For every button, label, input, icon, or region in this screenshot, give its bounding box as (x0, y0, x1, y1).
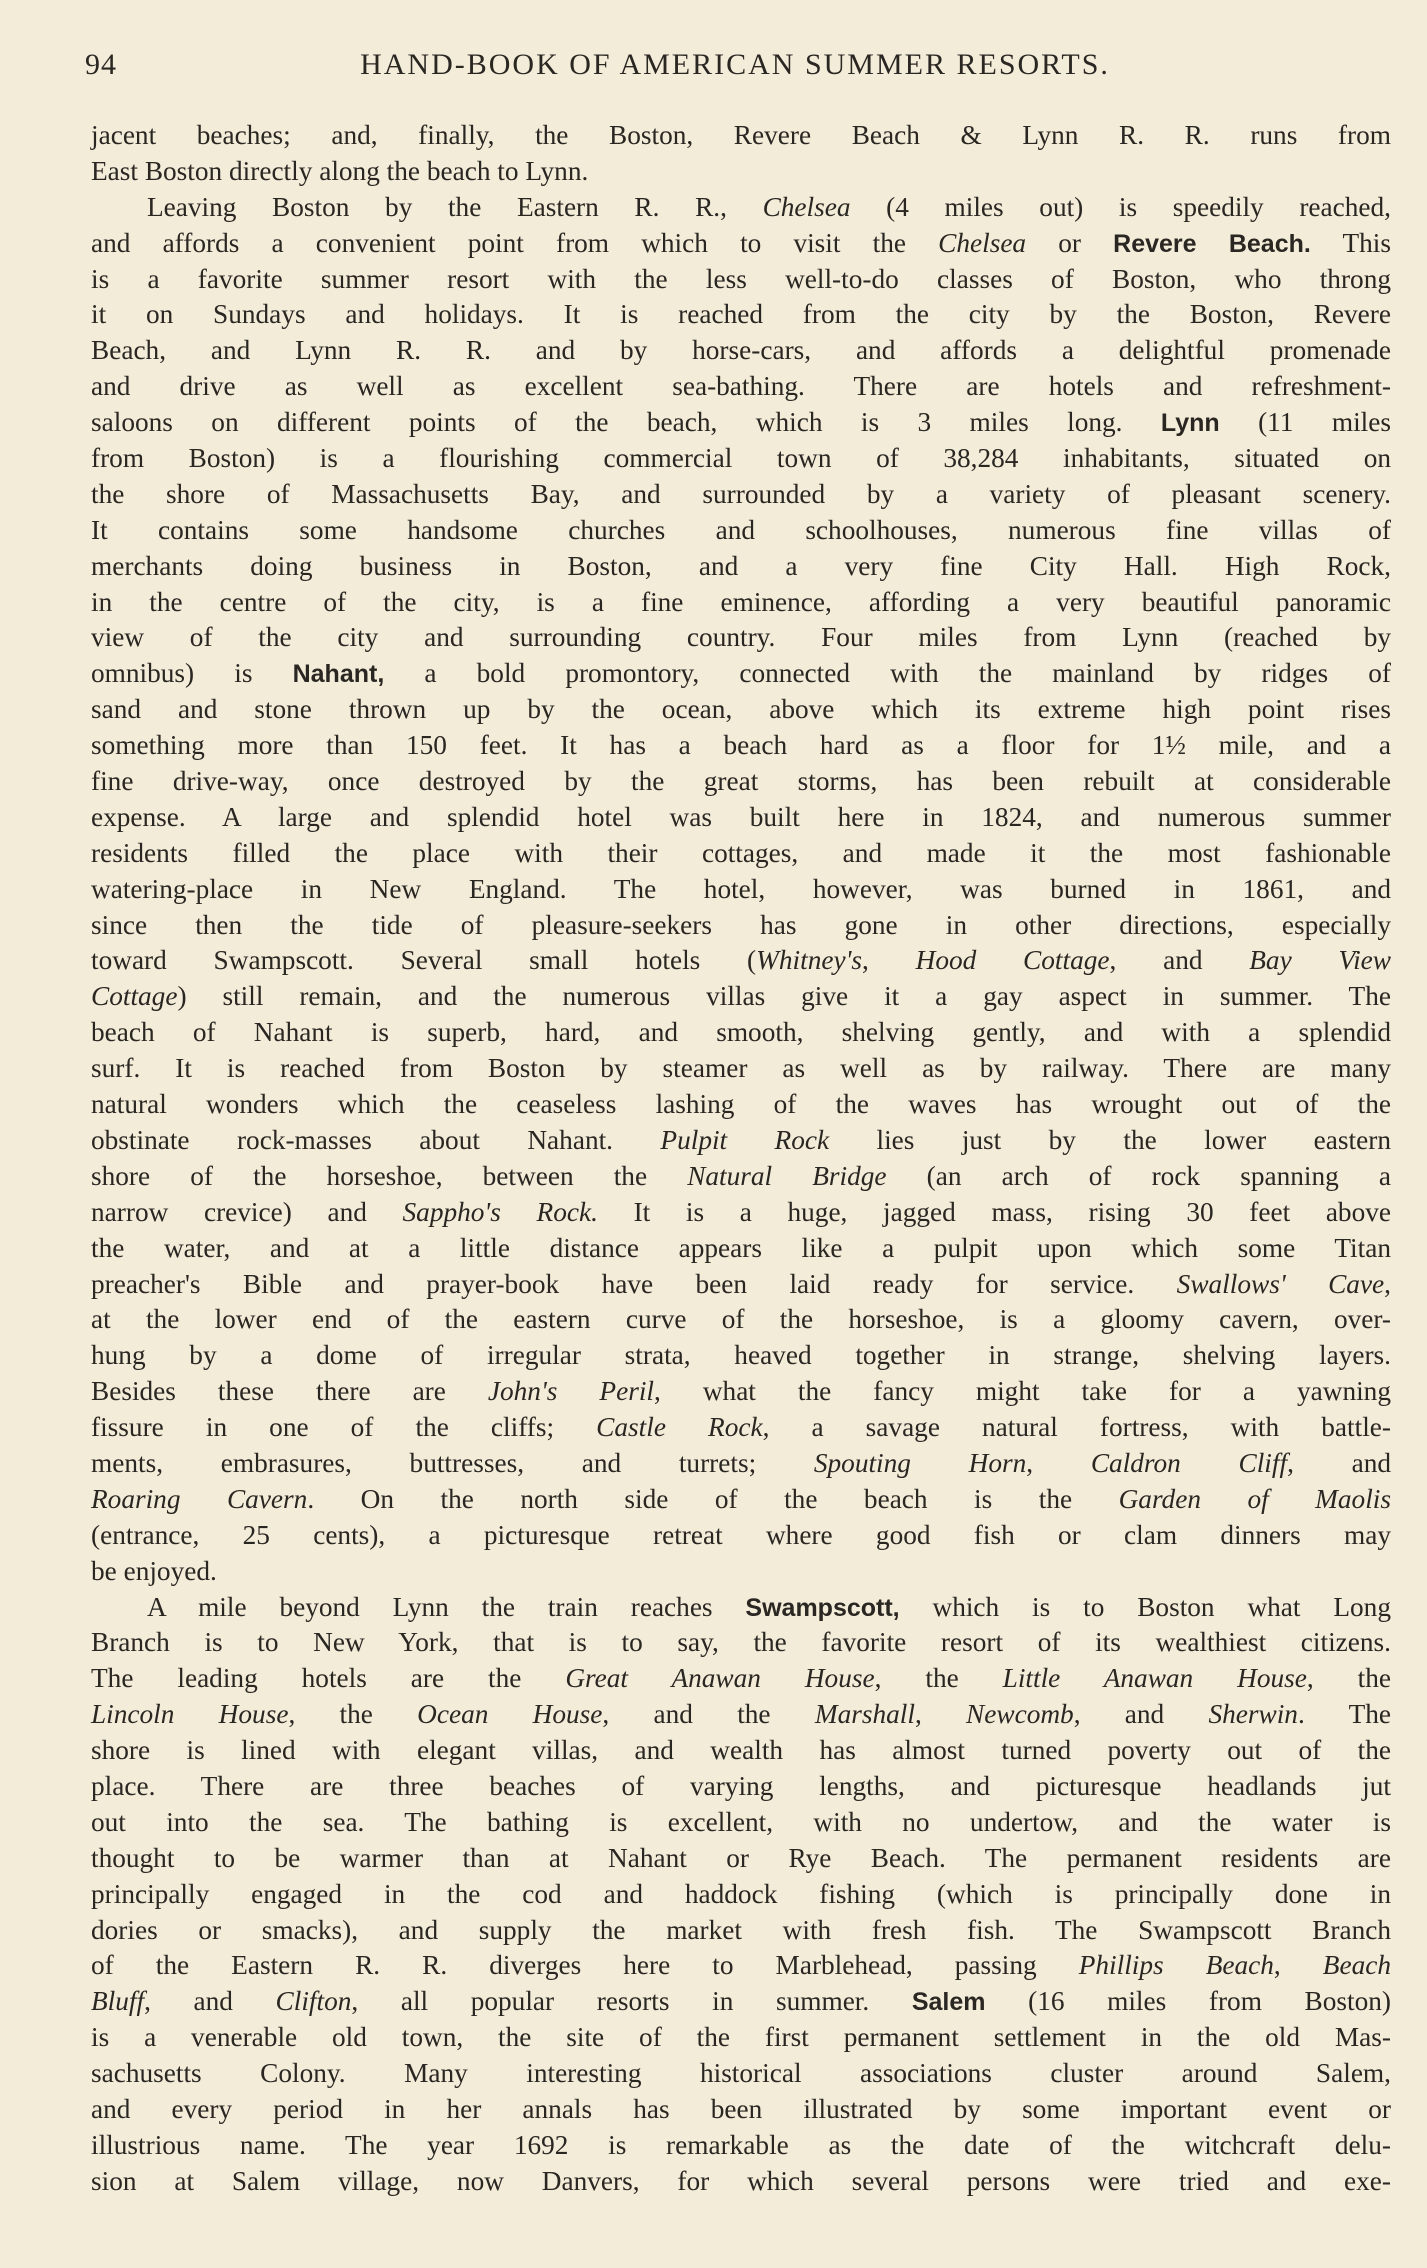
text-line (91, 405, 1391, 441)
text-line (91, 1948, 1391, 1984)
text-run: , and (1073, 1699, 1209, 1730)
text-run: watering-place in New England. The hotel, however, was burned in 1861, and (91, 873, 1391, 904)
running-title: HAND-BOOK OF AMERICAN SUMMER RESORTS. (360, 48, 1110, 81)
text-line (91, 800, 1391, 836)
text-run: The leading hotels are the (91, 1663, 566, 1694)
italic-run: Whitney's (756, 945, 863, 976)
text-run: East Boston directly along the beach to Lynn. (91, 155, 589, 186)
text-run: ) still remain, and the numerous villas give it a gay aspect in summer. The (177, 981, 1391, 1012)
italic-run: Clifton (275, 1986, 352, 2017)
text-line (91, 1661, 1391, 1697)
text-run: something more than 150 feet. It has a beach hard as a floor for 1½ mile, and a (91, 730, 1391, 761)
text-line (91, 1267, 1391, 1303)
text-run: and every period in her annals has been illustrated by some important event or (91, 2093, 1391, 2124)
text-line (91, 1697, 1391, 1733)
text-run: thought to be warmer than at Nahant or Rye Beach. The permanent residents are (91, 1842, 1391, 1873)
text-run: is a favorite summer resort with the less well-to-do classes of Boston, who throng (91, 263, 1391, 294)
text-line (91, 1733, 1391, 1769)
text-line (91, 2128, 1391, 2164)
text-run: . The (1297, 1699, 1392, 1730)
text-line (91, 728, 1391, 764)
text-line (91, 2056, 1391, 2092)
text-line (91, 118, 1391, 154)
text-run: principally engaged in the cod and haddock fishing (which is principally done in (91, 1878, 1391, 1909)
text-line (91, 943, 1391, 979)
text-run: sand and stone thrown up by the ocean, above which its extreme high point rises (91, 694, 1391, 725)
text-run: (16 miles from Boston) (985, 1986, 1391, 2017)
text-run: Leaving Boston by the Eastern R. R., (147, 191, 763, 222)
italic-run: Castle Rock (596, 1412, 763, 1443)
italic-run: Ocean House (417, 1699, 603, 1730)
page-header (85, 48, 1385, 88)
text-run: hung by a dome of irregular strata, heaved together in strange, shelving layers. (91, 1340, 1391, 1371)
text-run: place. There are three beaches of varying lengths, and picturesque headlands jut (91, 1770, 1391, 1801)
italic-run: Beach (1322, 1950, 1391, 1981)
text-run: ments, embrasures, buttresses, and turrets; (91, 1447, 814, 1478)
text-line (91, 1590, 1391, 1626)
text-run: , (862, 945, 916, 976)
text-line (91, 1805, 1391, 1841)
text-run: , (1273, 1950, 1323, 1981)
text-run: and affords a convenient point from which to visit the (91, 227, 939, 258)
text-run: sachusetts Colony. Many interesting historical associations cluster around Salem, (91, 2058, 1391, 2089)
text-run: preacher's Bible and prayer-book have been laid ready for service. (91, 1268, 1177, 1299)
text-run: , the (874, 1663, 1003, 1694)
text-line (91, 477, 1391, 513)
text-line (91, 333, 1391, 369)
page-number: 94 (85, 48, 117, 81)
text-line (91, 656, 1391, 692)
bold-run: Swampscott, (745, 1593, 900, 1622)
italic-run: Lincoln House (91, 1699, 289, 1730)
bold-run: Nahant, (292, 660, 385, 689)
italic-run: Pulpit Rock (660, 1124, 830, 1155)
text-line (91, 441, 1391, 477)
text-run: fine drive-way, once destroyed by the great storms, has been rebuilt at considerable (91, 766, 1391, 797)
text-run: jacent beaches; and, finally, the Boston, Revere Beach & Lynn R. R. runs from (91, 120, 1391, 150)
text-line (91, 585, 1391, 621)
text-run: the shore of Massachusetts Bay, and surrounded by a variety of pleasant scenery. (91, 478, 1391, 509)
text-line (91, 1410, 1391, 1446)
text-line (91, 2164, 1391, 2200)
text-run: , (914, 1699, 967, 1730)
text-run: which is to Boston what Long (899, 1591, 1391, 1622)
italic-run: Hood Cottage (915, 945, 1110, 976)
text-run: obstinate rock-masses about Nahant. (91, 1124, 661, 1155)
text-run: , the (288, 1699, 418, 1730)
italic-run: Natural Bridge (687, 1160, 887, 1191)
text-run: sion at Salem village, now Danvers, for which several persons were tried and exe- (91, 2165, 1391, 2196)
italic-run: Sherwin (1208, 1699, 1298, 1730)
text-run: the water, and at a little distance appears like a pulpit upon which some Titan (91, 1232, 1391, 1263)
text-line (91, 1877, 1391, 1913)
text-line (91, 262, 1391, 298)
text-line (91, 369, 1391, 405)
text-run: . On the north side of the beach is the (307, 1483, 1119, 1514)
text-line (91, 692, 1391, 728)
text-run: toward Swampscott. Several small hotels ( (91, 945, 757, 976)
text-line (91, 620, 1391, 656)
italic-run: Roaring Cavern (91, 1483, 308, 1514)
bold-run: Revere Beach. (1113, 229, 1311, 258)
body-text (91, 118, 1391, 2200)
text-line (91, 979, 1391, 1015)
text-line (91, 1159, 1391, 1195)
text-run: fissure in one of the cliffs; (91, 1412, 597, 1443)
text-run: , the (1306, 1663, 1391, 1694)
italic-run: Garden of Maolis (1118, 1483, 1391, 1514)
text-run: illustrious name. The year 1692 is remarkable as the date of the witchcraft delu- (91, 2129, 1391, 2160)
bold-run: Lynn (1160, 409, 1220, 438)
text-run: saloons on different points of the beach, which is 3 miles long. (91, 407, 1161, 438)
text-line (91, 1984, 1391, 2020)
text-line (91, 1087, 1391, 1123)
text-run: and drive as well as excellent sea-bathing. There are hotels and refreshment- (91, 371, 1391, 402)
text-run: be enjoyed. (91, 1555, 217, 1586)
text-line (91, 2020, 1391, 2056)
text-run: , and (1109, 945, 1250, 976)
italic-run: John's Peril (487, 1376, 654, 1407)
text-run: Branch is to New York, that is to say, the favorite resort of its wealthiest citizens. (91, 1627, 1391, 1658)
text-run: a bold promontory, connected with the mainland by ridges of (384, 658, 1391, 689)
italic-run: Phillips Beach (1078, 1950, 1274, 1981)
text-line (91, 1913, 1391, 1949)
text-line (91, 2092, 1391, 2128)
text-line (91, 226, 1391, 262)
text-run: from Boston) is a flourishing commercial town of 38,284 inhabitants, situated on (91, 443, 1391, 474)
text-line (91, 1841, 1391, 1877)
text-run: Beach, and Lynn R. R. and by horse-cars, and affords a delightful promenade (91, 335, 1391, 366)
text-run: out into the sea. The bathing is excellent, with no undertow, and the water is (91, 1806, 1391, 1837)
italic-run: Swallows' Cave (1176, 1268, 1385, 1299)
text-line (91, 1374, 1391, 1410)
text-run: view of the city and surrounding country. Four miles from Lynn (reached by (91, 622, 1391, 653)
text-line (91, 1518, 1391, 1554)
italic-run: Newcomb (966, 1699, 1074, 1730)
text-line (91, 908, 1391, 944)
text-line (91, 1015, 1391, 1051)
text-line (91, 297, 1391, 333)
text-run: (11 miles (1219, 407, 1391, 438)
text-run: beach of Nahant is superb, hard, and smooth, shelving gently, and with a splendid (91, 1017, 1391, 1048)
italic-run: Spouting Horn (813, 1447, 1027, 1478)
italic-run: Cottage (91, 981, 178, 1012)
bold-run: Salem (911, 1988, 986, 2017)
text-run: , a savage natural fortress, with battle- (762, 1412, 1391, 1443)
text-run: expense. A large and splendid hotel was built here in 1824, and numerous summer (91, 801, 1391, 832)
text-run: narrow crevice) and (91, 1196, 403, 1227)
text-run: A mile beyond Lynn the train reaches (147, 1591, 746, 1622)
text-line (91, 1123, 1391, 1159)
text-run: surf. It is reached from Boston by steamer as well as by railway. There are many (91, 1053, 1391, 1084)
text-run: it on Sundays and holidays. It is reached from the city by the Boston, Revere (91, 299, 1391, 330)
text-line (91, 513, 1391, 549)
text-line (91, 154, 1391, 190)
text-run: omnibus) is (91, 658, 293, 689)
text-line (91, 1554, 1391, 1590)
italic-run: Caldron Cliff (1090, 1447, 1288, 1478)
italic-run: Chelsea (762, 191, 851, 222)
text-run: This (1310, 227, 1392, 258)
text-run: in the centre of the city, is a fine eminence, affording a very beautiful panoramic (91, 586, 1391, 617)
text-line (91, 764, 1391, 800)
text-line (91, 1051, 1391, 1087)
text-run: residents filled the place with their cottages, and made it the most fashionable (91, 837, 1391, 868)
text-run: , and (144, 1986, 276, 2017)
text-line (91, 1482, 1391, 1518)
text-line (91, 836, 1391, 872)
text-run: of the Eastern R. R. diverges here to Marblehead, passing (91, 1950, 1079, 1981)
text-line (91, 1769, 1391, 1805)
text-line (91, 1302, 1391, 1338)
text-run: at the lower end of the eastern curve of the horseshoe, is a gloomy cavern, over- (91, 1304, 1391, 1335)
text-run: merchants doing business in Boston, and a very fine City Hall. High Rock, (91, 550, 1391, 581)
text-line (91, 872, 1391, 908)
text-line (91, 1338, 1391, 1374)
text-run: shore of the horseshoe, between the (91, 1160, 688, 1191)
text-line (91, 1446, 1391, 1482)
text-run: (an arch of rock spanning a (886, 1160, 1391, 1191)
text-run: It contains some handsome churches and schoolhouses, numerous fine villas of (91, 514, 1391, 545)
text-run: natural wonders which the ceaseless lashing of the waves has wrought out of the (91, 1089, 1391, 1120)
text-run: (4 miles out) is speedily reached, (850, 191, 1391, 222)
text-run: shore is lined with elegant villas, and wealth has almost turned poverty out of the (91, 1735, 1391, 1766)
text-run: since then the tide of pleasure-seekers has gone in other directions, especially (91, 909, 1391, 940)
text-line (91, 1195, 1391, 1231)
italic-run: Great Anawan House (565, 1663, 875, 1694)
text-run: , (1384, 1268, 1391, 1299)
text-run: (entrance, 25 cents), a picturesque retreat where good fish or clam dinners may (91, 1519, 1391, 1550)
text-run: Besides these there are (91, 1376, 488, 1407)
italic-run: Marshall (814, 1699, 915, 1730)
text-run: It is a huge, jagged mass, rising 30 feet above (597, 1196, 1391, 1227)
text-run: , and the (602, 1699, 815, 1730)
text-line (91, 549, 1391, 585)
text-line (91, 1625, 1391, 1661)
italic-run: Bluff (91, 1986, 145, 2017)
italic-run: Chelsea (938, 227, 1027, 258)
text-run: , what the fancy might take for a yawning (654, 1376, 1391, 1407)
text-run: , (1026, 1447, 1091, 1478)
text-run: , all popular resorts in summer. (351, 1986, 912, 2017)
italic-run: Little Anawan House (1002, 1663, 1307, 1694)
text-run: dories or smacks), and supply the market with fresh fish. The Swampscott Branch (91, 1914, 1391, 1945)
text-run: lies just by the lower eastern (829, 1124, 1391, 1155)
text-run: or (1026, 227, 1114, 258)
text-run: is a venerable old town, the site of the first permanent settlement in the old Mas- (91, 2022, 1391, 2053)
text-run: , and (1287, 1447, 1392, 1478)
text-line (91, 190, 1391, 226)
italic-run: Sappho's Rock. (402, 1196, 598, 1227)
text-line (91, 1231, 1391, 1267)
italic-run: Bay View (1249, 945, 1391, 976)
